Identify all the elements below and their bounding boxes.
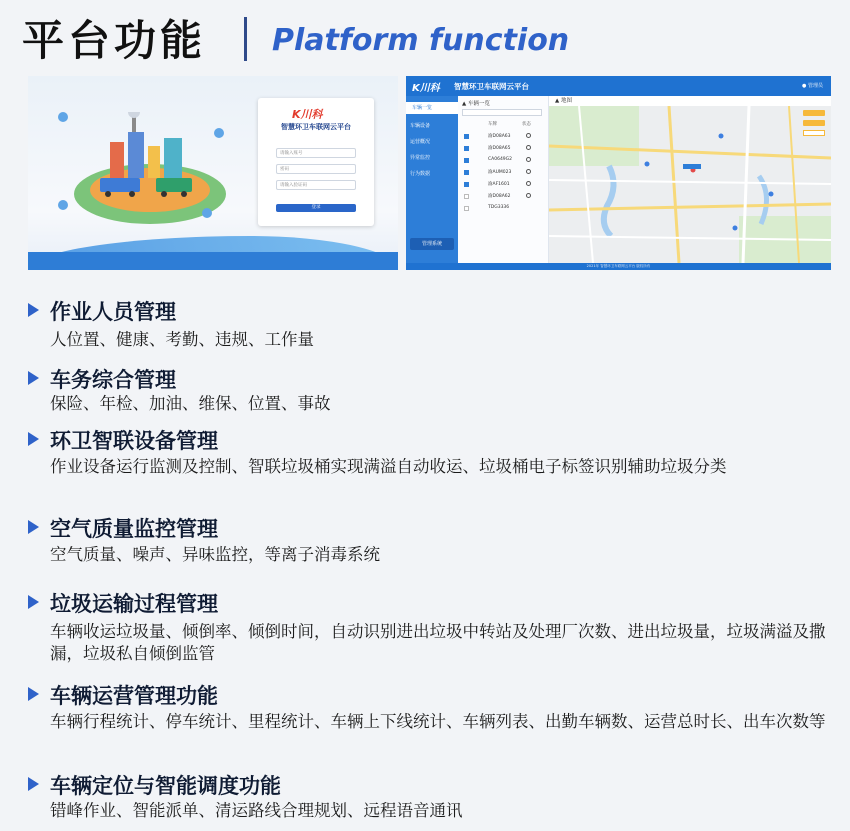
plate-number: 渝D08A63 — [488, 134, 511, 139]
feature-title: 作业人员管理 — [50, 300, 176, 324]
login-title: 智慧环卫车联网云平台 — [281, 123, 351, 131]
plate-number: TDG3336 — [488, 205, 510, 210]
feature-desc: 车辆收运垃圾量、倾倒率、倾倒时间，自动识别进出垃圾中转站及处理厂次数、进出垃圾量，垃圾满溢及撒漏，垃圾私自倾倒监管 — [50, 622, 826, 663]
feature-desc: 错峰作业、智能派单、清运路线合理规划、远程语音通讯 — [50, 801, 463, 820]
title-divider — [244, 17, 247, 61]
table-row[interactable] — [464, 204, 544, 214]
plate-number: 渝AF1601 — [488, 182, 510, 187]
page-header — [0, 0, 850, 72]
plate-number: 渝AUM023 — [488, 170, 512, 175]
sidebar-item-devices[interactable]: 车辆设备 — [410, 123, 431, 129]
app-topbar — [406, 76, 831, 96]
plate-number: 渝D08A62 — [488, 194, 511, 199]
status-icon — [526, 157, 531, 162]
bullet-triangle-icon — [28, 303, 39, 317]
sidebar-item-vehicles[interactable]: 车辆一览 — [406, 102, 458, 114]
table-row[interactable] — [464, 144, 544, 154]
map-legend-button[interactable] — [803, 120, 825, 126]
brand-logo: K川科 — [292, 108, 323, 121]
page-title: 平台功能 — [22, 16, 207, 65]
bullet-triangle-icon — [28, 687, 39, 701]
bottom-wave-dark — [28, 252, 398, 270]
col-status: 状态 — [522, 122, 531, 127]
feature-desc: 人位置、健康、考勤、违规、工作量 — [50, 330, 314, 349]
sidebar-item-alerts[interactable]: 异常监控 — [410, 155, 431, 161]
row-checkbox[interactable] — [464, 158, 469, 163]
captcha-field[interactable]: 请输入验证码 — [276, 180, 356, 190]
feature-title: 环卫智联设备管理 — [50, 429, 218, 453]
feature-title: 车辆定位与智能调度功能 — [50, 774, 281, 798]
feature-desc: 车辆行程统计、停车统计、里程统计、车辆上下线统计、车辆列表、出勤车辆数、运营总时长、出车次数等 — [50, 712, 826, 731]
admin-system-button[interactable]: 管理系统 — [410, 238, 454, 250]
status-icon — [526, 193, 531, 198]
feature-desc: 作业设备运行监测及控制、智联垃圾桶实现满溢自动收运、垃圾桶电子标签识别辅助垃圾分类 — [50, 457, 727, 476]
table-row[interactable] — [464, 192, 544, 202]
feature-title: 空气质量监控管理 — [50, 517, 218, 541]
user-menu[interactable]: ● 管理员 — [802, 83, 823, 89]
feature-title: 车务综合管理 — [50, 368, 176, 392]
bullet-triangle-icon — [28, 777, 39, 791]
app-sidebar — [406, 96, 458, 263]
location-pin-icon — [58, 112, 68, 122]
chart-badge-icon — [214, 128, 224, 138]
status-icon — [526, 181, 531, 186]
map-title: ▲ 地图 — [555, 98, 572, 104]
vehicle-search-input[interactable] — [462, 109, 542, 116]
brand-logo: K川科 — [412, 83, 440, 94]
plate-number: CA0649G2 — [488, 157, 513, 162]
status-icon — [526, 133, 531, 138]
clipboard-badge-icon — [202, 208, 212, 218]
bullet-triangle-icon — [28, 371, 39, 385]
password-field[interactable]: 密码 — [276, 164, 356, 174]
table-row[interactable] — [464, 156, 544, 166]
feature-desc: 空气质量、噪声、异味监控，等离子消毒系统 — [50, 545, 380, 564]
row-checkbox[interactable] — [464, 134, 469, 139]
row-checkbox[interactable] — [464, 170, 469, 175]
feature-title: 垃圾运输过程管理 — [50, 592, 218, 616]
gear-badge-icon — [58, 200, 68, 210]
vehicle-list-title: ▲ 车辆一览 — [462, 101, 490, 107]
row-checkbox[interactable] — [464, 194, 469, 199]
plate-number: 渝D08A65 — [488, 146, 511, 151]
row-checkbox[interactable] — [464, 182, 469, 187]
login-button[interactable]: 登录 — [276, 204, 356, 212]
username-field[interactable]: 请输入账号 — [276, 148, 356, 158]
vehicle-list-panel — [458, 96, 549, 263]
feature-desc: 保险、年检、加油、维保、位置、事故 — [50, 394, 331, 413]
row-checkbox[interactable] — [464, 206, 469, 211]
feature-title: 车辆运营管理功能 — [50, 684, 218, 708]
status-icon — [526, 169, 531, 174]
map-legend-button[interactable] — [803, 130, 825, 136]
map-legend-button[interactable] — [803, 110, 825, 116]
col-plate: 车牌 — [488, 122, 497, 127]
bullet-triangle-icon — [28, 595, 39, 609]
table-row[interactable] — [464, 132, 544, 142]
map-view[interactable] — [549, 106, 831, 263]
map-roads — [549, 106, 831, 263]
page-subtitle: Platform function — [272, 23, 570, 58]
dashboard-screenshot — [406, 76, 831, 270]
app-title: 智慧环卫车联网云平台 — [454, 82, 529, 91]
row-checkbox[interactable] — [464, 146, 469, 151]
table-row[interactable] — [464, 180, 544, 190]
login-screenshot — [28, 76, 398, 270]
login-form — [258, 98, 374, 226]
sidebar-item-operations[interactable]: 运营概况 — [410, 139, 431, 145]
status-icon — [526, 145, 531, 150]
vehicle-marker[interactable] — [683, 164, 701, 169]
bullet-triangle-icon — [28, 520, 39, 534]
table-row[interactable] — [464, 168, 544, 178]
app-footer: 2021年 智慧环卫车联网云平台 版权所有 — [406, 263, 831, 270]
sidebar-item-behavior[interactable]: 行为数据 — [410, 171, 431, 177]
bullet-triangle-icon — [28, 432, 39, 446]
